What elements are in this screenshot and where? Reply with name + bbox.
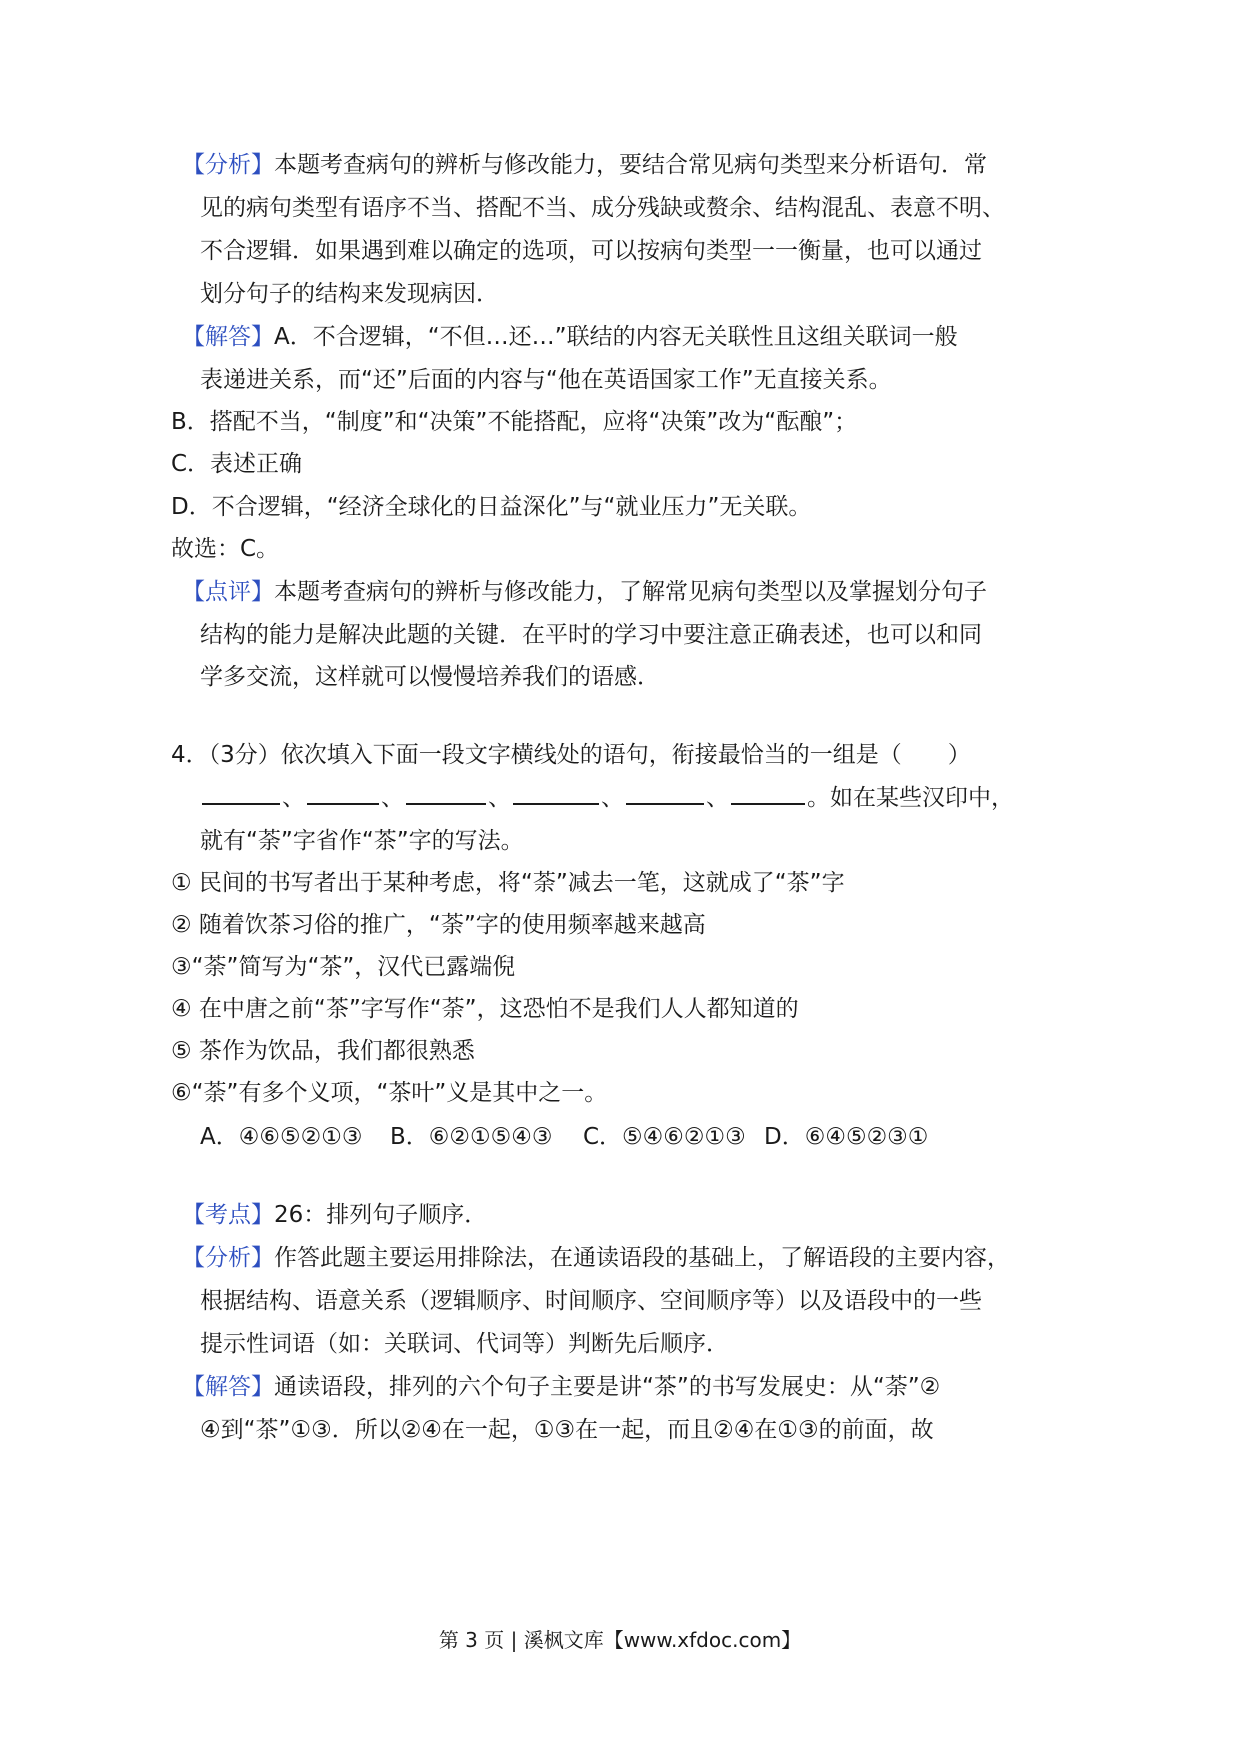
analysis2-line-1: 【分析】作答此题主要运用排除法，在通读语段的基础上，了解语段的主要内容， xyxy=(182,1245,1010,1271)
answer-line-2: 表递进关系，而“还”后面的内容与“他在英语国家工作”无直接关系。 xyxy=(200,367,892,393)
answer-option-c: C．表述正确 xyxy=(171,451,303,477)
option-a: A．④⑥⑤②①③ xyxy=(200,1124,363,1150)
comment-tag: 【点评】 xyxy=(182,579,274,605)
blank-2 xyxy=(307,783,379,805)
option-c: C．⑤④⑥②①③ xyxy=(583,1124,746,1150)
sentence-item-6: ⑥“荼”有多个义项，“茶叶”义是其中之一。 xyxy=(171,1080,608,1106)
analysis-tag: 【分析】 xyxy=(182,152,274,178)
analysis-line-1: 【分析】本题考查病句的辨析与修改能力，要结合常见病句类型来分析语句．常 xyxy=(182,152,987,178)
question-stem: 4．（3分）依次填入下面一段文字横线处的语句，衔接最恰当的一组是（ ） xyxy=(171,742,971,768)
analysis-line-4: 划分句子的结构来发现病因． xyxy=(200,281,499,307)
comment-line-1: 【点评】本题考查病句的辨析与修改能力，了解常见病句类型以及掌握划分句子 xyxy=(182,579,987,605)
blank-6 xyxy=(731,783,805,805)
blank-5 xyxy=(626,783,704,805)
analysis-line-2: 见的病句类型有语序不当、搭配不当、成分残缺或赘余、结构混乱、表意不明、 xyxy=(200,195,1005,221)
answer-option-b: B．搭配不当，“制度”和“决策”不能搭配，应将“决策”改为“酝酿”； xyxy=(171,409,858,435)
comment-line-3: 学多交流，这样就可以慢慢培养我们的语感． xyxy=(200,664,660,690)
answer-choice: 故选：C。 xyxy=(171,536,280,562)
blank-4 xyxy=(513,783,599,805)
sentence-item-3: ③“荼”简写为“茶”，汉代已露端倪 xyxy=(171,954,516,980)
blank-1 xyxy=(202,783,280,805)
blank-3 xyxy=(406,783,486,805)
option-b: B．⑥②①⑤④③ xyxy=(390,1124,553,1150)
comment-line-2: 结构的能力是解决此题的关键．在平时的学习中要注意正确表述，也可以和同 xyxy=(200,622,982,648)
answer-tag: 【解答】 xyxy=(182,324,274,350)
option-d: D．⑥④⑤②③① xyxy=(764,1124,929,1150)
answer-option-d: D．不合逻辑，“经济全球化的日益深化”与“就业压力”无关联。 xyxy=(171,494,812,520)
kaodian-tag: 【考点】 xyxy=(182,1202,274,1228)
answer2-tag: 【解答】 xyxy=(182,1374,274,1400)
page-footer: 第 3 页 | 溪枫文库【www.xfdoc.com】 xyxy=(438,1628,802,1652)
analysis-line-3: 不合逻辑．如果遇到难以确定的选项，可以按病句类型一一衡量，也可以通过 xyxy=(200,238,982,264)
sentence-item-4: ④ 在中唐之前“茶”字写作“荼”，这恐怕不是我们人人都知道的 xyxy=(171,996,799,1022)
question-blanks-line: 、 、 、 、 、 。如在某些汉印中， xyxy=(200,783,1014,813)
analysis2-line-3: 提示性词语（如：关联词、代词等）判断先后顺序． xyxy=(200,1331,729,1357)
answer2-line-2: ④到“茶”①③．所以②④在一起，①③在一起，而且②④在①③的前面，故 xyxy=(200,1417,934,1443)
sentence-item-2: ② 随着饮茶习俗的推广，“荼”字的使用频率越来越高 xyxy=(171,912,706,938)
answer2-line-1: 【解答】通读语段，排列的六个句子主要是讲“茶”的书写发展史：从“荼”② xyxy=(182,1374,941,1400)
sentence-item-1: ① 民间的书写者出于某种考虑，将“荼”减去一笔，这就成了“茶”字 xyxy=(171,870,845,896)
kaodian-line: 【考点】26：排列句子顺序． xyxy=(182,1202,488,1228)
question-line-3: 就有“荼”字省作“茶”字的写法。 xyxy=(200,828,524,854)
answer-line-1: 【解答】A．不合逻辑，“不但…还…”联结的内容无关联性且这组关联词一般 xyxy=(182,324,958,350)
analysis2-line-2: 根据结构、语意关系（逻辑顺序、时间顺序、空间顺序等）以及语段中的一些 xyxy=(200,1288,982,1314)
sentence-item-5: ⑤ 茶作为饮品，我们都很熟悉 xyxy=(171,1038,475,1064)
analysis2-tag: 【分析】 xyxy=(182,1245,274,1271)
